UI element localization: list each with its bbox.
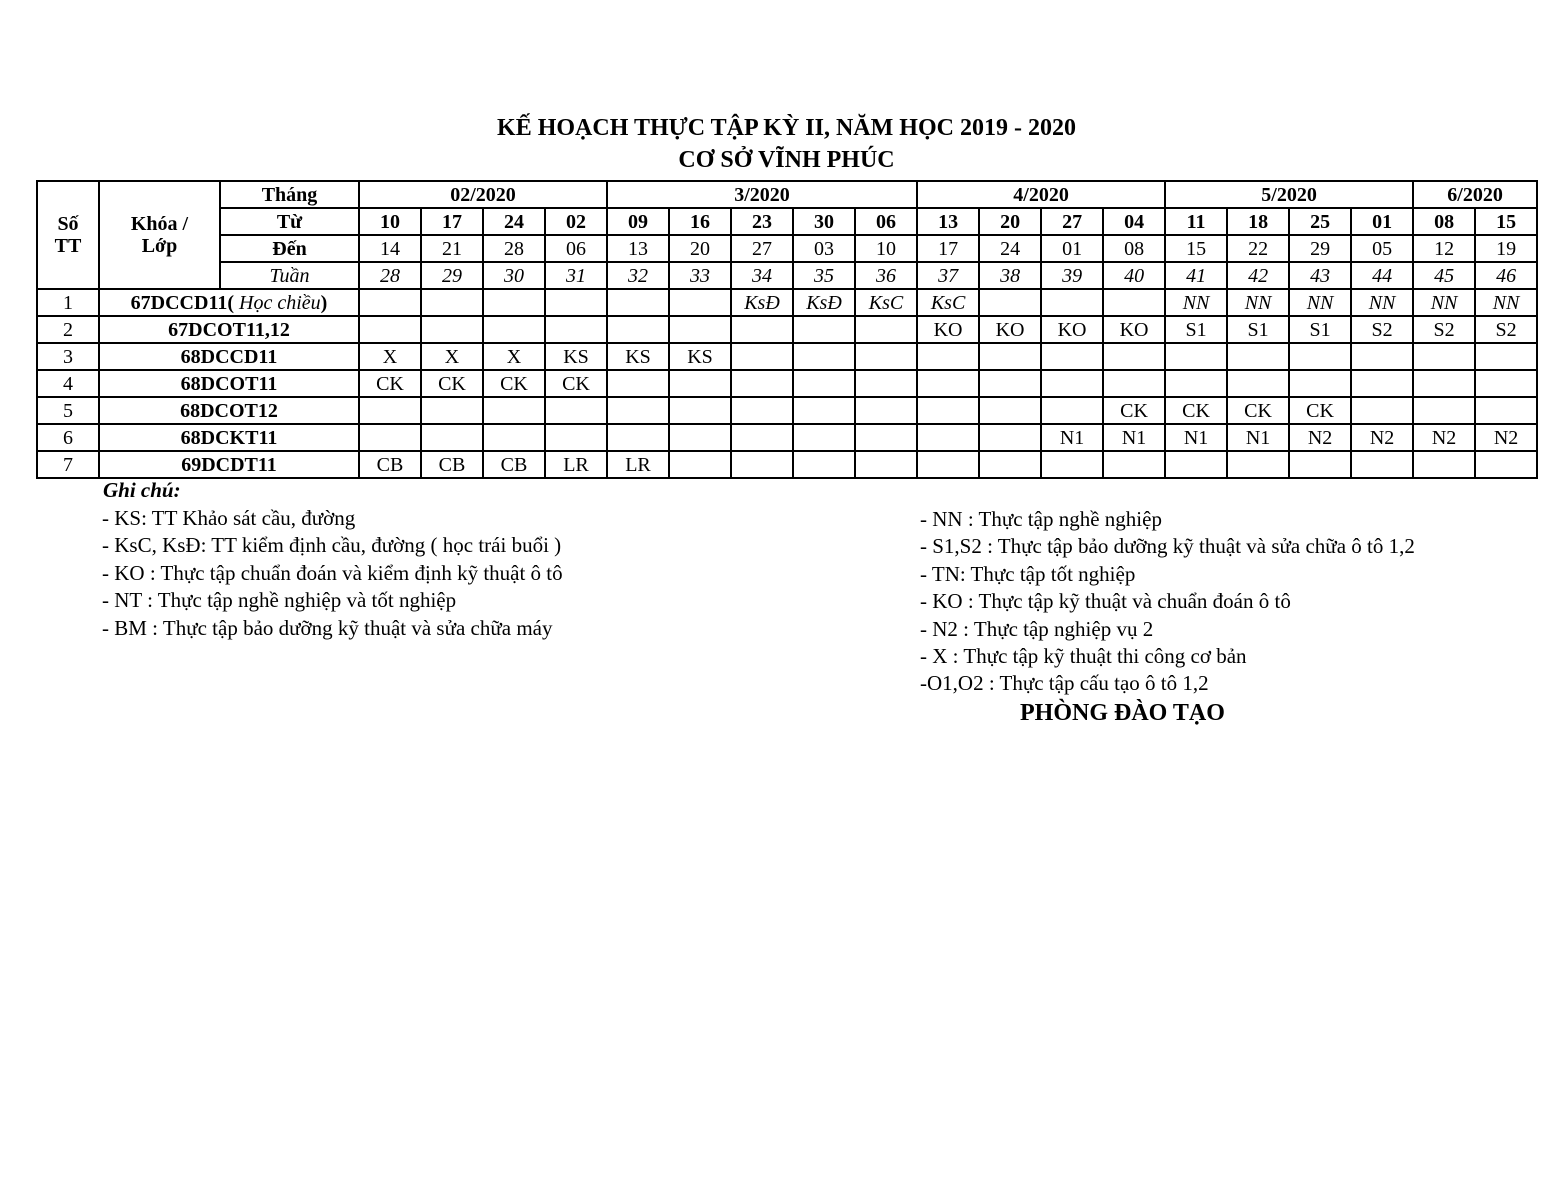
schedule-cell [793,397,855,424]
schedule-cell [917,424,979,451]
header-stt-line2: TT [54,235,82,257]
schedule-cell [1351,397,1413,424]
schedule-cell [607,397,669,424]
schedule-cell [669,424,731,451]
from-day-cell: 25 [1289,208,1351,235]
schedule-cell [359,397,421,424]
schedule-cell: S1 [1289,316,1351,343]
row-number-cell: 1 [37,289,99,316]
schedule-cell [1413,451,1475,478]
notes-left-column [102,505,563,642]
schedule-cell: N1 [1103,424,1165,451]
schedule-cell [1103,343,1165,370]
schedule-cell: KO [979,316,1041,343]
schedule-cell: CK [1165,397,1227,424]
schedule-cell [1413,370,1475,397]
schedule-cell [1041,370,1103,397]
row-number-cell: 6 [37,424,99,451]
note-item: -O1,O2 : Thực tập cấu tạo ô tô 1,2 [920,671,1209,696]
schedule-cell [1041,451,1103,478]
schedule-cell [1041,397,1103,424]
schedule-cell [1165,343,1227,370]
row-label-to: Đến [220,235,359,262]
header-class-line1: Khóa / [130,213,189,235]
class-name-cell: 67DCOT11,12 [99,316,359,343]
schedule-cell [855,451,917,478]
schedule-cell [1041,289,1103,316]
schedule-cell: N1 [1227,424,1289,451]
to-day-cell: 24 [979,235,1041,262]
schedule-cell [545,424,607,451]
header-stt [37,181,99,289]
week-cell: 34 [731,262,793,289]
month-header: 3/2020 [607,181,917,208]
class-name-cell: 68DCKT11 [99,424,359,451]
schedule-cell [1413,397,1475,424]
schedule-cell: S2 [1475,316,1537,343]
schedule-cell: S1 [1227,316,1289,343]
from-day-cell: 23 [731,208,793,235]
schedule-cell [1103,451,1165,478]
row-label-from: Từ [220,208,359,235]
schedule-cell [731,370,793,397]
month-header: 02/2020 [359,181,607,208]
week-cell: 37 [917,262,979,289]
schedule-cell [1413,343,1475,370]
from-day-cell: 30 [793,208,855,235]
schedule-cell [545,397,607,424]
table-row [37,316,1537,343]
schedule-cell: NN [1289,289,1351,316]
schedule-cell [1103,289,1165,316]
note-item: - S1,S2 : Thực tập bảo dưỡng kỹ thuật và sửa chữa ô tô 1,2 [920,534,1415,559]
from-day-cell: 18 [1227,208,1289,235]
schedule-cell: X [421,343,483,370]
signature-department: PHÒNG ĐÀO TẠO [1020,700,1225,726]
schedule-cell [669,397,731,424]
note-item: - KsC, KsĐ: TT kiểm định cầu, đường ( học trái buổi ) [102,533,562,558]
schedule-cell: KsĐ [793,289,855,316]
class-name-cell: 68DCOT12 [99,397,359,424]
header-class [99,181,220,289]
from-day-cell: 08 [1413,208,1475,235]
table-row [37,397,1537,424]
schedule-cell: CB [359,451,421,478]
schedule-cell: NN [1351,289,1413,316]
schedule-cell [793,424,855,451]
schedule-cell [1351,343,1413,370]
document-subtitle: CƠ SỞ VĨNH PHÚC [678,147,895,173]
schedule-cell [731,451,793,478]
from-day-cell: 01 [1351,208,1413,235]
to-day-cell: 21 [421,235,483,262]
to-day-cell: 14 [359,235,421,262]
week-cell: 45 [1413,262,1475,289]
schedule-cell: KS [669,343,731,370]
schedule-cell [421,424,483,451]
schedule-cell [1475,397,1537,424]
note-item: - NT : Thực tập nghề nghiệp và tốt nghiệp [102,588,457,613]
schedule-cell [979,397,1041,424]
from-day-cell: 04 [1103,208,1165,235]
schedule-cell [1351,370,1413,397]
schedule-cell: KO [1041,316,1103,343]
note-item: - KO : Thực tập chuẩn đoán và kiểm định kỹ thuật ô tô [102,560,563,585]
note-item: - KS: TT Khảo sát cầu, đường [102,506,356,530]
to-day-cell: 15 [1165,235,1227,262]
schedule-cell [1165,451,1227,478]
note-item: - NN : Thực tập nghề nghiệp [920,507,1162,531]
schedule-cell: NN [1413,289,1475,316]
table-row [37,289,1537,316]
to-day-cell: 17 [917,235,979,262]
header-row-to [37,235,1537,262]
schedule-cell [1475,343,1537,370]
schedule-cell: S2 [1413,316,1475,343]
from-day-cell: 24 [483,208,545,235]
schedule-cell: S2 [1351,316,1413,343]
to-day-cell: 06 [545,235,607,262]
from-day-cell: 27 [1041,208,1103,235]
schedule-cell [979,343,1041,370]
schedule-cell [607,424,669,451]
to-day-cell: 12 [1413,235,1475,262]
schedule-cell [421,289,483,316]
schedule-cell: CK [1103,397,1165,424]
schedule-cell [979,370,1041,397]
month-header: 4/2020 [917,181,1165,208]
schedule-cell [359,424,421,451]
schedule-cell: CK [359,370,421,397]
to-day-cell: 28 [483,235,545,262]
schedule-cell: KS [607,343,669,370]
schedule-cell [359,289,421,316]
header-row-from [37,208,1537,235]
schedule-cell [545,289,607,316]
header-row-month [37,181,1537,208]
schedule-cell: CK [1289,397,1351,424]
row-label-week: Tuần [220,262,359,289]
schedule-cell [669,316,731,343]
header-stt-line1: Số [57,213,79,235]
schedule-cell [1289,370,1351,397]
from-day-cell: 06 [855,208,917,235]
internship-schedule-table [36,180,1538,479]
schedule-cell: CK [545,370,607,397]
schedule-cell: N1 [1165,424,1227,451]
schedule-cell: LR [545,451,607,478]
schedule-cell: N1 [1041,424,1103,451]
schedule-cell [545,316,607,343]
schedule-cell [917,451,979,478]
schedule-cell [855,370,917,397]
class-name-cell: 68DCCD11 [99,343,359,370]
to-day-cell: 10 [855,235,917,262]
from-day-cell: 17 [421,208,483,235]
note-item: - X : Thực tập kỹ thuật thi công cơ bản [920,644,1247,669]
schedule-cell [793,316,855,343]
schedule-cell: CK [483,370,545,397]
schedule-cell [855,397,917,424]
class-name-cell: 68DCOT11 [99,370,359,397]
schedule-cell [1041,343,1103,370]
schedule-cell [421,316,483,343]
note-item: - N2 : Thực tập nghiệp vụ 2 [920,616,1154,641]
note-item: - KO : Thực tập kỹ thuật và chuẩn đoán ô tô [920,589,1291,614]
schedule-cell: LR [607,451,669,478]
notes-heading: Ghi chú: [103,478,181,502]
row-number-cell: 3 [37,343,99,370]
from-day-cell: 15 [1475,208,1537,235]
schedule-cell [979,289,1041,316]
class-name-cell [99,289,359,316]
schedule-cell [917,370,979,397]
schedule-cell [483,289,545,316]
schedule-cell [917,343,979,370]
class-name-cell: 69DCDT11 [99,451,359,478]
schedule-cell [855,343,917,370]
schedule-cell [483,397,545,424]
week-cell: 32 [607,262,669,289]
week-cell: 43 [1289,262,1351,289]
schedule-cell [1227,343,1289,370]
schedule-cell: N2 [1289,424,1351,451]
schedule-cell [917,397,979,424]
from-day-cell: 13 [917,208,979,235]
week-cell: 40 [1103,262,1165,289]
schedule-cell: N2 [1475,424,1537,451]
from-day-cell: 20 [979,208,1041,235]
from-day-cell: 02 [545,208,607,235]
schedule-cell: CB [421,451,483,478]
schedule-cell [793,343,855,370]
schedule-cell: NN [1165,289,1227,316]
schedule-cell [855,424,917,451]
schedule-cell [1227,370,1289,397]
note-item: - TN: Thực tập tốt nghiệp [920,561,1136,586]
schedule-cell [669,451,731,478]
schedule-cell [1165,370,1227,397]
week-cell: 28 [359,262,421,289]
schedule-cell: KO [917,316,979,343]
schedule-cell: KO [1103,316,1165,343]
schedule-cell: KsĐ [731,289,793,316]
schedule-cell: KS [545,343,607,370]
to-day-cell: 29 [1289,235,1351,262]
month-header: 6/2020 [1413,181,1537,208]
schedule-cell [359,316,421,343]
week-cell: 29 [421,262,483,289]
class-note-close: ) [320,291,328,314]
schedule-cell [607,316,669,343]
schedule-cell: NN [1475,289,1537,316]
schedule-cell: X [483,343,545,370]
table-row [37,424,1537,451]
week-cell: 39 [1041,262,1103,289]
schedule-cell [607,370,669,397]
schedule-cell [731,424,793,451]
schedule-cell [1475,370,1537,397]
notes-right-column [920,506,1415,698]
schedule-cell [855,316,917,343]
schedule-cell: NN [1227,289,1289,316]
schedule-cell: X [359,343,421,370]
schedule-cell [793,370,855,397]
schedule-cell [1289,451,1351,478]
week-cell: 38 [979,262,1041,289]
month-header: 5/2020 [1165,181,1413,208]
header-class-line2: Lớp [141,235,178,257]
table-row [37,370,1537,397]
class-code: 67DCCD11( [130,291,235,314]
schedule-cell [607,289,669,316]
schedule-cell [1351,451,1413,478]
schedule-cell [1227,451,1289,478]
schedule-cell [1289,343,1351,370]
class-note: Học chiều [234,291,321,314]
note-item: - BM : Thực tập bảo dưỡng kỹ thuật và sửa chữa máy [102,615,553,640]
row-number-cell: 4 [37,370,99,397]
to-day-cell: 19 [1475,235,1537,262]
schedule-cell: KsC [855,289,917,316]
schedule-cell [421,397,483,424]
schedule-cell: CK [1227,397,1289,424]
table-row [37,343,1537,370]
to-day-cell: 08 [1103,235,1165,262]
to-day-cell: 05 [1351,235,1413,262]
to-day-cell: 01 [1041,235,1103,262]
to-day-cell: 03 [793,235,855,262]
schedule-cell [1475,451,1537,478]
week-cell: 44 [1351,262,1413,289]
from-day-cell: 10 [359,208,421,235]
week-cell: 36 [855,262,917,289]
schedule-cell [669,289,731,316]
row-number-cell: 7 [37,451,99,478]
schedule-cell [793,451,855,478]
week-cell: 41 [1165,262,1227,289]
schedule-cell [731,397,793,424]
schedule-cell [483,424,545,451]
week-cell: 42 [1227,262,1289,289]
week-cell: 35 [793,262,855,289]
schedule-cell [483,316,545,343]
to-day-cell: 13 [607,235,669,262]
to-day-cell: 27 [731,235,793,262]
row-number-cell: 2 [37,316,99,343]
schedule-cell: KsC [917,289,979,316]
header-row-week [37,262,1537,289]
week-cell: 33 [669,262,731,289]
week-cell: 46 [1475,262,1537,289]
from-day-cell: 09 [607,208,669,235]
schedule-cell [979,451,1041,478]
to-day-cell: 20 [669,235,731,262]
schedule-cell: N2 [1413,424,1475,451]
schedule-cell [669,370,731,397]
schedule-cell [1103,370,1165,397]
schedule-cell: CK [421,370,483,397]
from-day-cell: 11 [1165,208,1227,235]
schedule-cell [731,316,793,343]
schedule-cell: S1 [1165,316,1227,343]
schedule-cell: N2 [1351,424,1413,451]
table-row [37,451,1537,478]
schedule-cell [731,343,793,370]
row-number-cell: 5 [37,397,99,424]
document-title: KẾ HOẠCH THỰC TẬP KỲ II, NĂM HỌC 2019 - 2020 [497,115,1076,141]
schedule-cell: CB [483,451,545,478]
schedule-cell [979,424,1041,451]
week-cell: 31 [545,262,607,289]
week-cell: 30 [483,262,545,289]
row-label-month: Tháng [220,181,359,208]
to-day-cell: 22 [1227,235,1289,262]
from-day-cell: 16 [669,208,731,235]
